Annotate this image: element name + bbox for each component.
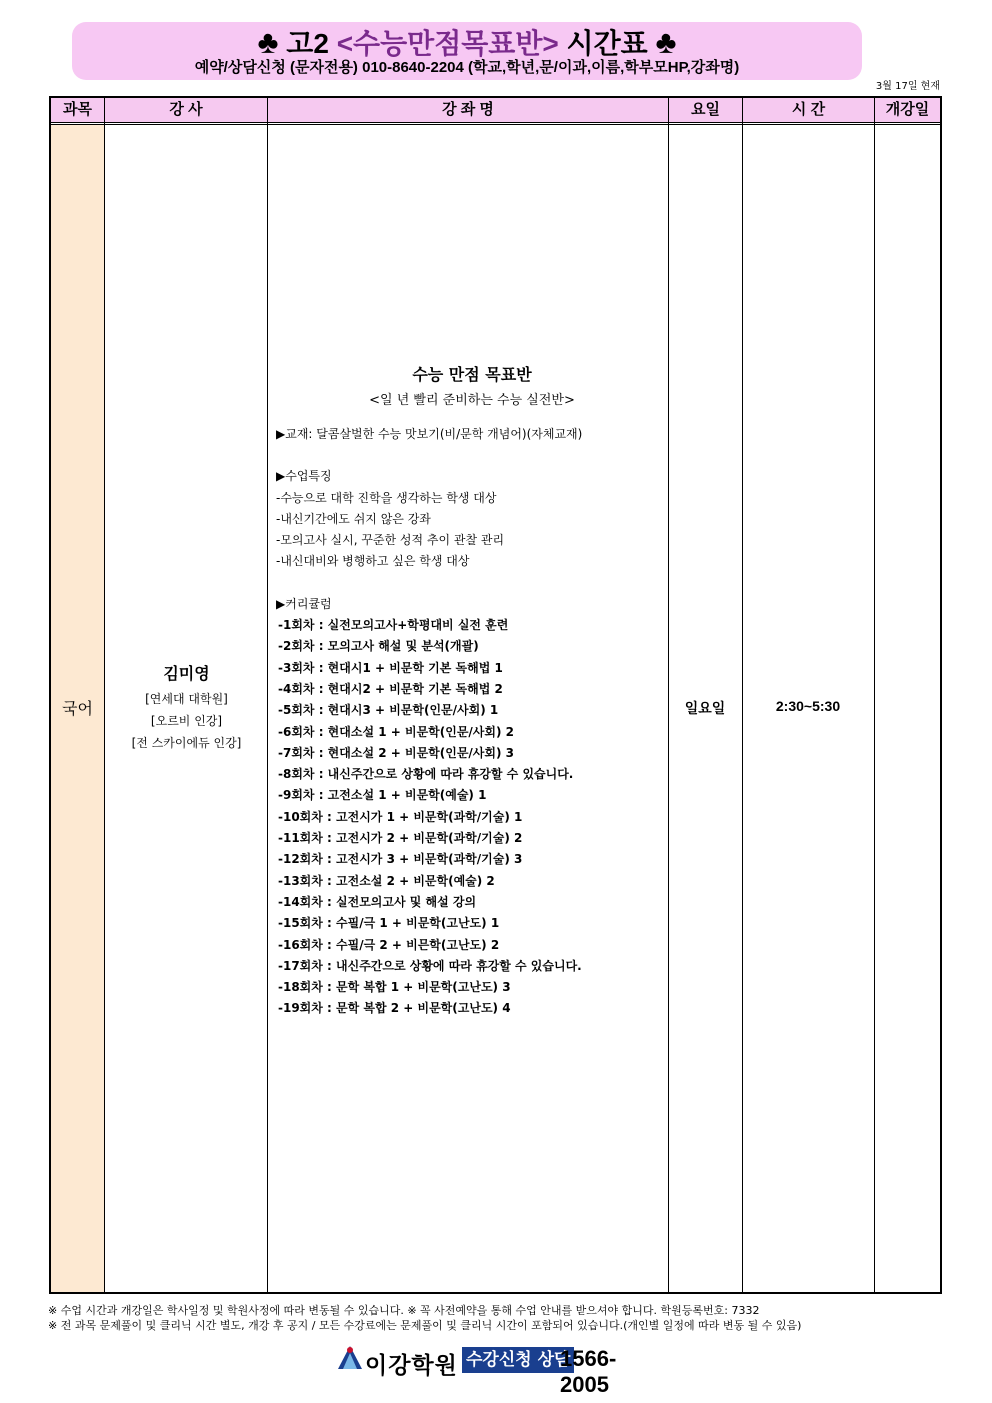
- reservation-info: 예약/상담신청 (문자전용) 010-8640-2204 (학교,학년,문/이과,이름,학부모HP,강좌명): [194, 59, 740, 76]
- curriculum-item: -18회차 : 문학 복합 1 + 비문학(고난도) 3: [278, 980, 511, 995]
- curriculum-item: -13회차 : 고전소설 2 + 비문학(예술) 2: [278, 873, 495, 888]
- page-title: [72, 24, 862, 62]
- header-start-date: 개강일: [875, 98, 940, 122]
- curriculum-item: -8회차 : 내신주간으로 상황에 따라 휴강할 수 있습니다.: [278, 767, 574, 782]
- feature-item: -내신대비와 병행하고 싶은 학생 대상: [276, 554, 470, 569]
- course-cell: [276, 362, 668, 1020]
- header-subject: 과목: [51, 98, 104, 122]
- column-divider: [668, 98, 669, 1292]
- table-header-row: [51, 98, 940, 125]
- course-subtitle: <일 년 빨리 준비하는 수능 실전반>: [369, 393, 575, 408]
- subject-name: 국어: [62, 699, 93, 718]
- curriculum-item: -4회차 : 현대시2 + 비문학 기본 독해법 2: [278, 681, 503, 696]
- column-divider: [267, 98, 268, 1292]
- feature-item: -내신기간에도 쉬지 않은 강좌: [276, 511, 431, 526]
- curriculum-item: -1회차 : 실전모의고사+학평대비 실전 훈련: [278, 618, 509, 633]
- teacher-credential: [연세대 대학원]: [145, 692, 228, 706]
- footnote: ※ 수업 시간과 개강일은 학사일정 및 학원사정에 따라 변동될 수 있습니다. ※ 꼭 사전예약을 통해 수업 안내를 받으셔야 합니다. 학원등록번호: 7332: [48, 1304, 760, 1317]
- course-textbook: ▶교재: 달콤살벌한 수능 맛보기(비/문학 개념어)(자체교재): [276, 427, 583, 441]
- teacher-credential: [오르비 인강]: [150, 714, 223, 728]
- header-teacher: 강 사: [105, 98, 267, 122]
- curriculum-item: -9회차 : 고전소설 1 + 비문학(예술) 1: [278, 788, 487, 803]
- curriculum-item: -17회차 : 내신주간으로 상황에 따라 휴강할 수 있습니다.: [278, 958, 582, 973]
- subject-cell: [51, 125, 104, 1292]
- title-grade: 고2: [286, 28, 329, 59]
- curriculum-item: -7회차 : 현대소설 2 + 비문학(인문/사회) 3: [278, 745, 514, 760]
- course-title: 수능 만점 목표반: [412, 365, 532, 384]
- header-day: 요일: [669, 98, 742, 122]
- header-time: 시 간: [743, 98, 874, 122]
- consult-phone: 1566-2005: [560, 1346, 617, 1397]
- curriculum-item: -2회차 : 모의고사 해설 및 분석(개괄): [278, 639, 479, 654]
- teacher-name: 김미영: [163, 664, 210, 683]
- teacher-cell: [106, 660, 267, 754]
- curriculum-item: -14회차 : 실전모의고사 및 해설 강의: [278, 894, 477, 909]
- feature-item: -모의고사 실시, 꾸준한 성적 추이 관찰 관리: [276, 533, 505, 548]
- class-day: 일요일: [684, 701, 726, 717]
- curriculum-item: -10회차 : 고전시가 1 + 비문학(과학/기술) 1: [278, 809, 523, 824]
- curriculum-item: -6회차 : 현대소설 1 + 비문학(인문/사회) 2: [278, 724, 514, 739]
- club-icon: ♣: [257, 24, 279, 60]
- title-course: <수능만점목표반>: [336, 28, 559, 59]
- academy-logo-icon: [335, 1343, 365, 1373]
- club-icon: ♣: [655, 24, 677, 60]
- feature-item: -수능으로 대학 진학을 생각하는 학생 대상: [276, 490, 497, 505]
- column-divider: [104, 98, 105, 1292]
- teacher-credential: [전 스카이에듀 인강]: [131, 736, 242, 750]
- curriculum-item: -15회차 : 수필/극 1 + 비문학(고난도) 1: [278, 916, 500, 931]
- schedule-table: [49, 96, 942, 1294]
- academy-name: 이강학원: [365, 1353, 458, 1379]
- curriculum-item: -11회차 : 고전시가 2 + 비문학(과학/기술) 2: [278, 831, 523, 846]
- consult-label: 수강신청 상담: [462, 1347, 574, 1373]
- column-divider: [874, 98, 875, 1292]
- class-time: 2:30~5:30: [775, 698, 841, 714]
- title-banner: [72, 22, 862, 80]
- curriculum-item: -19회차 : 문학 복합 2 + 비문학(고난도) 4: [278, 1001, 511, 1016]
- title-suffix: 시간표: [566, 28, 648, 59]
- footnotes: [48, 1303, 948, 1333]
- curriculum-item: -3회차 : 현대시1 + 비문학 기본 독해법 1: [278, 660, 503, 675]
- header-course: 강 좌 명: [268, 98, 668, 122]
- footnote: ※ 전 과목 문제풀이 및 클리닉 시간 별도, 개강 후 공지 / 모든 수강료에는 문제풀이 및 클리닉 시간이 포함되어 있습니다.(개인별 일정에 따라 변동 될 수 있음): [48, 1319, 802, 1332]
- column-divider: [742, 98, 743, 1292]
- curriculum-heading: ▶커리큘럼: [276, 596, 332, 611]
- curriculum-item: -16회차 : 수필/극 2 + 비믄학(고난도) 2: [278, 937, 500, 952]
- curriculum-item: -12회차 : 고전시가 3 + 비문학(과학/기술) 3: [278, 852, 523, 867]
- as-of-date: 3월 17일 현재: [875, 81, 940, 92]
- features-heading: ▶수업특징: [276, 469, 332, 484]
- curriculum-item: -5회차 : 현대시3 + 비문학(인문/사회) 1: [278, 703, 499, 718]
- academy-footer: [335, 1341, 665, 1397]
